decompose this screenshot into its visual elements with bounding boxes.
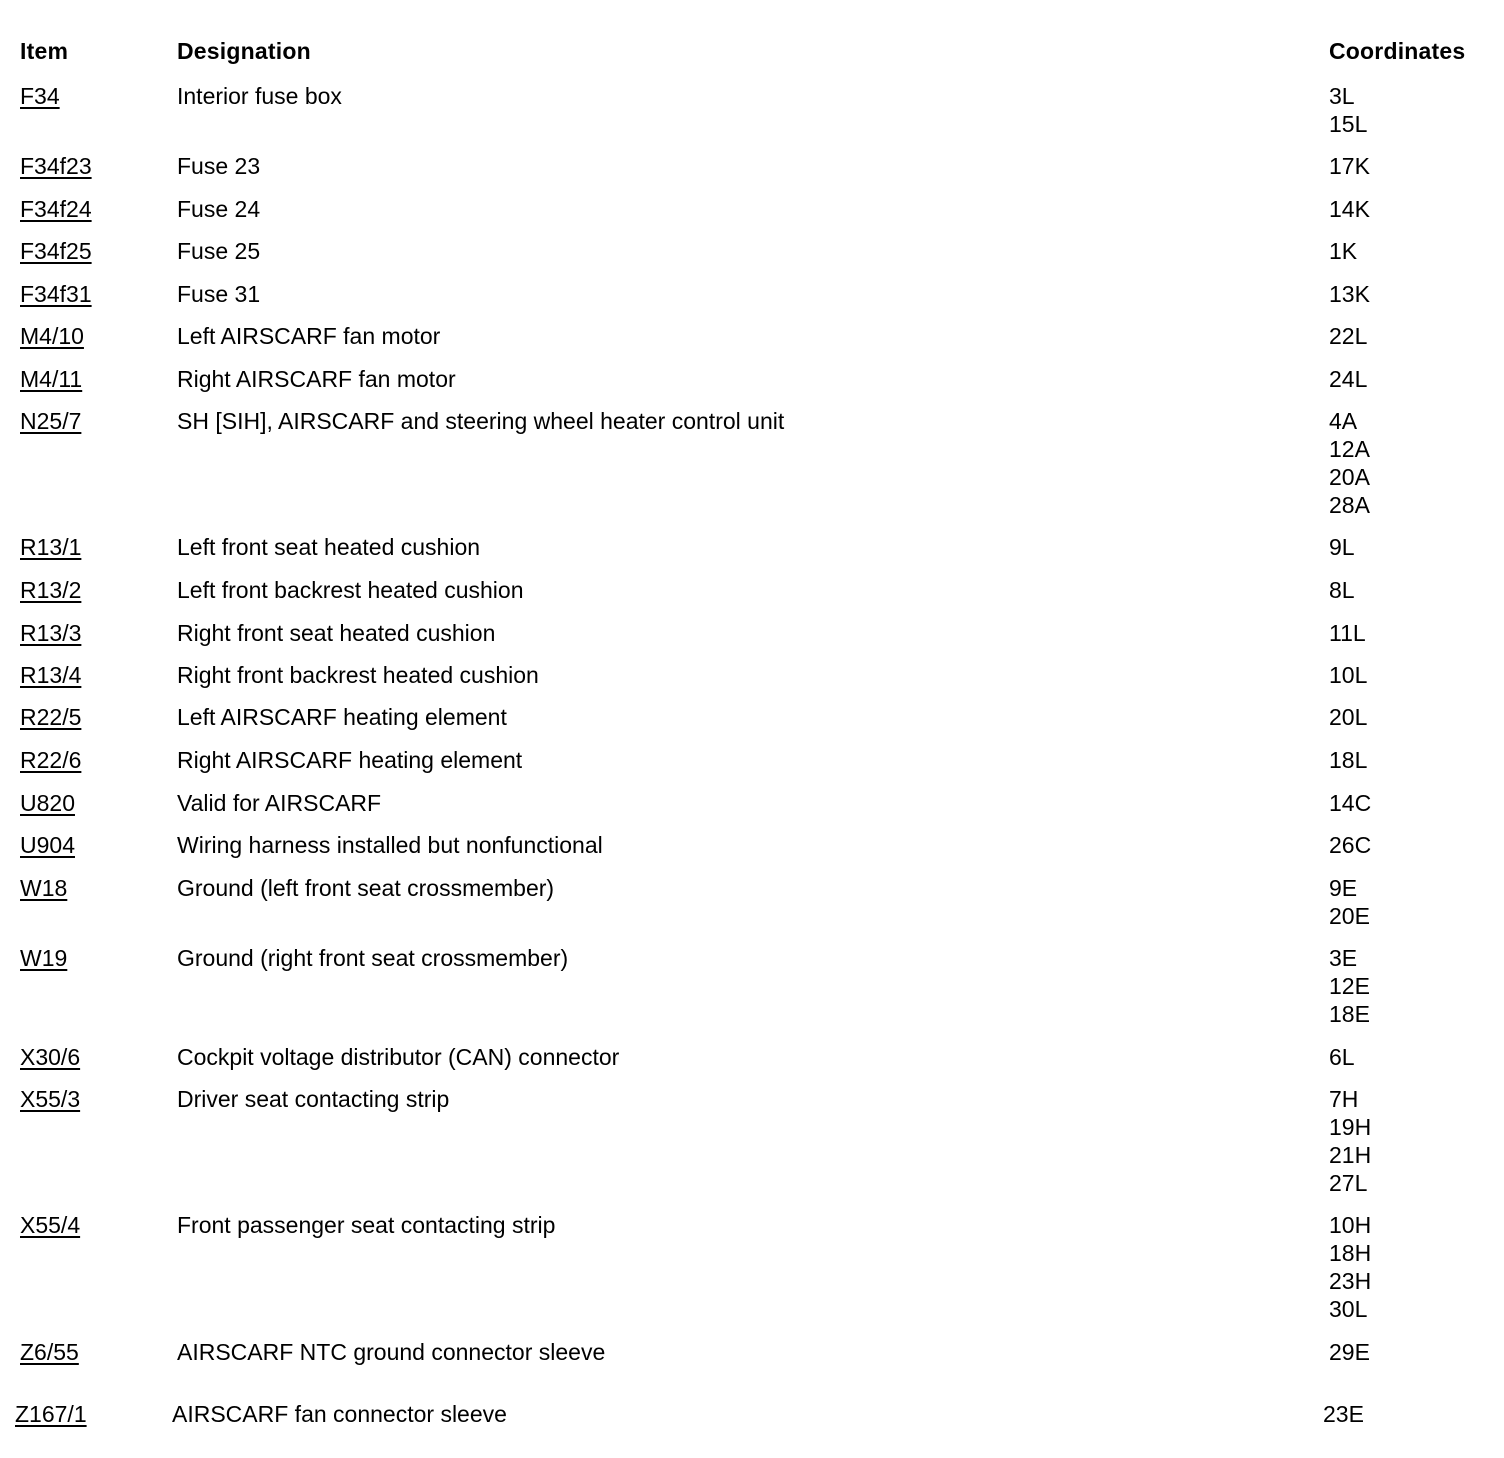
coordinate-value: 21H bbox=[1329, 1142, 1372, 1168]
designation-text: Wiring harness installed but nonfunctional bbox=[177, 832, 603, 858]
coordinate-value: 24L bbox=[1329, 366, 1368, 392]
designation-text: Left front backrest heated cushion bbox=[177, 577, 524, 603]
coordinate-value: 10H bbox=[1329, 1212, 1372, 1238]
coordinate-value: 11L bbox=[1329, 620, 1366, 646]
coordinates-cell bbox=[1329, 322, 1367, 350]
legend-header bbox=[0, 38, 1504, 68]
item-link[interactable]: R22/6 bbox=[20, 747, 82, 773]
coordinates-cell bbox=[1329, 152, 1370, 180]
coordinate-value: 28A bbox=[1329, 492, 1370, 518]
item-link[interactable]: R13/3 bbox=[20, 620, 82, 646]
coordinate-value: 9L bbox=[1329, 534, 1355, 560]
coordinate-value: 19H bbox=[1329, 1114, 1372, 1140]
designation-text: Fuse 24 bbox=[177, 196, 261, 222]
designation-column-header: Designation bbox=[177, 38, 311, 64]
designation-text: Valid for AIRSCARF bbox=[177, 790, 382, 816]
coordinate-value: 1K bbox=[1329, 238, 1358, 264]
coordinate-value: 4A bbox=[1329, 408, 1358, 434]
coordinate-value: 10L bbox=[1329, 662, 1368, 688]
coordinates-cell bbox=[1329, 874, 1370, 930]
coordinate-value: 12A bbox=[1329, 436, 1370, 462]
item-link[interactable]: W18 bbox=[20, 875, 68, 901]
item-link[interactable]: F34 bbox=[20, 83, 60, 109]
designation-text: Fuse 31 bbox=[177, 281, 261, 307]
item-link[interactable]: Z6/55 bbox=[20, 1339, 79, 1365]
designation-text: Fuse 25 bbox=[177, 238, 261, 264]
designation-text: Right AIRSCARF heating element bbox=[177, 747, 523, 773]
coordinates-cell bbox=[1329, 789, 1371, 817]
coordinate-value: 15L bbox=[1329, 111, 1368, 137]
coordinates-cell bbox=[1329, 407, 1370, 519]
item-link[interactable]: F34f23 bbox=[20, 153, 92, 179]
coordinates-cell bbox=[1329, 280, 1370, 308]
coordinate-value: 23E bbox=[1323, 1401, 1364, 1427]
item-link[interactable]: X55/3 bbox=[20, 1086, 81, 1112]
designation-text: Interior fuse box bbox=[177, 83, 342, 109]
item-link[interactable]: U904 bbox=[20, 832, 75, 858]
item-link[interactable]: F34f24 bbox=[20, 196, 92, 222]
coordinate-value: 12E bbox=[1329, 973, 1370, 999]
coordinate-value: 29E bbox=[1329, 1339, 1370, 1365]
coordinate-value: 8L bbox=[1329, 577, 1355, 603]
item-link[interactable]: M4/11 bbox=[20, 366, 83, 392]
coordinate-value: 3L bbox=[1329, 83, 1355, 109]
item-link[interactable]: X55/4 bbox=[20, 1212, 81, 1238]
designation-text: Right front backrest heated cushion bbox=[177, 662, 539, 688]
designation-text: AIRSCARF NTC ground connector sleeve bbox=[177, 1339, 606, 1365]
coordinate-value: 20L bbox=[1329, 704, 1368, 730]
designation-text: Right front seat heated cushion bbox=[177, 620, 496, 646]
item-link[interactable]: Z167/1 bbox=[15, 1401, 87, 1427]
coordinates-cell bbox=[1329, 533, 1355, 561]
coordinates-cell bbox=[1329, 195, 1370, 223]
item-link[interactable]: R22/5 bbox=[20, 704, 82, 730]
designation-text: Left AIRSCARF fan motor bbox=[177, 323, 441, 349]
coordinates-cell bbox=[1329, 1211, 1371, 1323]
coordinates-cell bbox=[1329, 82, 1367, 138]
coordinate-value: 20A bbox=[1329, 464, 1370, 490]
item-link[interactable]: R13/1 bbox=[20, 534, 82, 560]
coordinates-cell bbox=[1329, 576, 1355, 604]
coordinate-value: 7H bbox=[1329, 1086, 1359, 1112]
item-link[interactable]: U820 bbox=[20, 790, 75, 816]
coordinate-value: 13K bbox=[1329, 281, 1370, 307]
item-link[interactable]: W19 bbox=[20, 945, 68, 971]
designation-text: Ground (left front seat crossmember) bbox=[177, 875, 555, 901]
designation-text: Ground (right front seat crossmember) bbox=[177, 945, 569, 971]
designation-text: Left AIRSCARF heating element bbox=[177, 704, 507, 730]
coordinates-cell bbox=[1329, 1043, 1355, 1071]
coordinate-value: 27L bbox=[1329, 1170, 1368, 1196]
coordinates-cell bbox=[1323, 1400, 1364, 1428]
designation-text: Left front seat heated cushion bbox=[177, 534, 481, 560]
coordinates-column-header: Coordinates bbox=[1329, 38, 1466, 64]
designation-text: Front passenger seat contacting strip bbox=[177, 1212, 556, 1238]
coordinates-cell bbox=[1329, 944, 1370, 1028]
coordinates-cell bbox=[1329, 831, 1371, 859]
coordinate-value: 20E bbox=[1329, 903, 1370, 929]
item-link[interactable]: M4/10 bbox=[20, 323, 84, 349]
coordinates-cell bbox=[1329, 1338, 1370, 1366]
coordinate-value: 22L bbox=[1329, 323, 1368, 349]
item-link[interactable]: X30/6 bbox=[20, 1044, 81, 1070]
coordinate-value: 6L bbox=[1329, 1044, 1355, 1070]
coordinates-cell bbox=[1329, 619, 1366, 647]
coordinate-value: 30L bbox=[1329, 1296, 1368, 1322]
coordinate-value: 17K bbox=[1329, 153, 1370, 179]
designation-text: Fuse 23 bbox=[177, 153, 261, 179]
coordinate-value: 26C bbox=[1329, 832, 1372, 858]
item-column-header: Item bbox=[20, 38, 69, 64]
designation-text: SH [SIH], AIRSCARF and steering wheel heater control unit bbox=[177, 408, 785, 434]
coordinates-cell bbox=[1329, 1085, 1371, 1197]
coordinates-cell bbox=[1329, 703, 1367, 731]
coordinate-value: 14C bbox=[1329, 790, 1372, 816]
designation-text: Driver seat contacting strip bbox=[177, 1086, 450, 1112]
coordinates-cell bbox=[1329, 661, 1367, 689]
coordinate-value: 18H bbox=[1329, 1240, 1372, 1266]
coordinate-value: 9E bbox=[1329, 875, 1358, 901]
coordinates-cell bbox=[1329, 365, 1367, 393]
item-link[interactable]: F34f25 bbox=[20, 238, 92, 264]
item-link[interactable]: N25/7 bbox=[20, 408, 82, 434]
designation-text: AIRSCARF fan connector sleeve bbox=[172, 1401, 507, 1427]
coordinate-value: 14K bbox=[1329, 196, 1370, 222]
designation-text: Cockpit voltage distributor (CAN) connector bbox=[177, 1044, 620, 1070]
designation-text: Right AIRSCARF fan motor bbox=[177, 366, 456, 392]
coordinate-value: 18E bbox=[1329, 1001, 1370, 1027]
coordinate-value: 23H bbox=[1329, 1268, 1372, 1294]
coordinate-value: 3E bbox=[1329, 945, 1358, 971]
coordinates-cell bbox=[1329, 237, 1357, 265]
coordinate-value: 18L bbox=[1329, 747, 1368, 773]
item-link[interactable]: R13/2 bbox=[20, 577, 82, 603]
item-link[interactable]: R13/4 bbox=[20, 662, 82, 688]
coordinates-cell bbox=[1329, 746, 1367, 774]
item-link[interactable]: F34f31 bbox=[20, 281, 92, 307]
